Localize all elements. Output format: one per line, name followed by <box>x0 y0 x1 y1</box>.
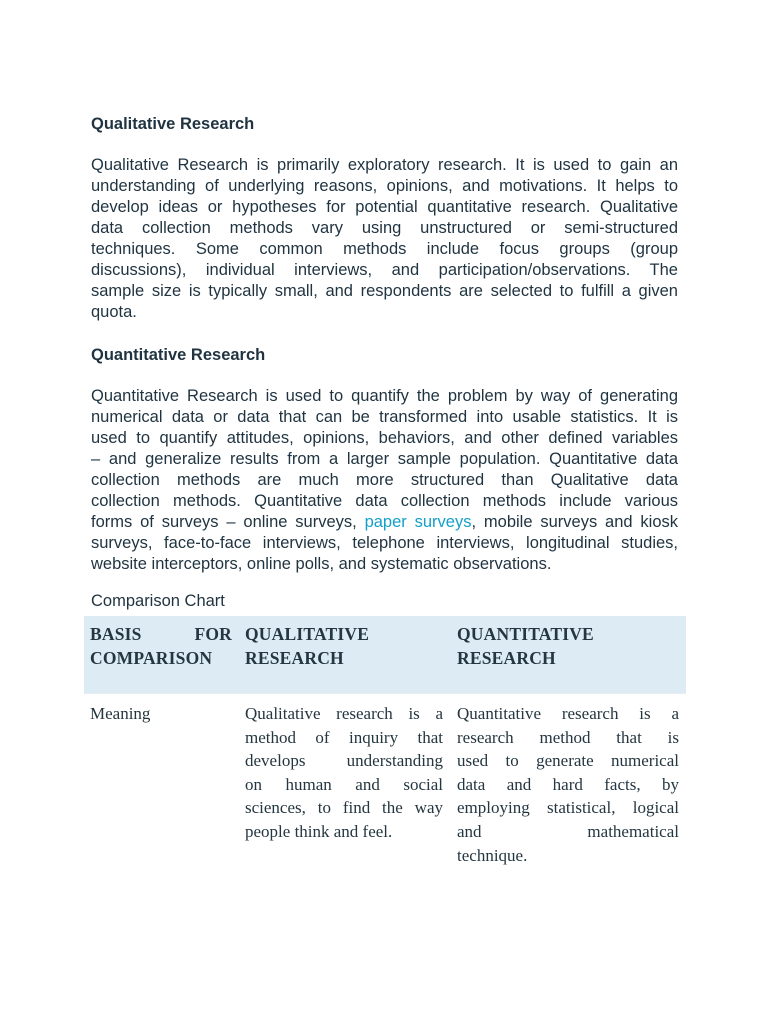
paper-surveys-link[interactable]: paper surveys <box>364 513 472 531</box>
paragraph-line: collection methods. Quantitative data collection methods include various <box>91 492 678 510</box>
paragraph-line: understanding of underlying reasons, opinions, and motivations. It helps to <box>91 177 678 195</box>
paragraph-text: , mobile surveys and kiosk <box>471 513 678 531</box>
cell-line: people think and feel. <box>245 821 393 841</box>
header-line: RESEARCH <box>245 648 344 668</box>
comparison-chart-caption: Comparison Chart <box>91 592 225 610</box>
header-line: QUALITATIVE <box>245 624 370 644</box>
qualitative-paragraph <box>91 155 678 323</box>
paragraph-line: surveys, face-to-face interviews, telephone interviews, longitudinal studies, <box>91 534 678 552</box>
paragraph-line: quota. <box>91 303 137 321</box>
row-basis-cell: Meaning <box>90 704 151 723</box>
paragraph-line: develop ideas or hypotheses for potential quantitative research. Qualitative <box>91 198 678 216</box>
cell-line: on human and social <box>245 774 443 794</box>
cell-line: sciences, to find the way <box>245 798 443 818</box>
comparison-table <box>84 616 686 874</box>
quantitative-heading: Quantitative Research <box>91 346 266 364</box>
paragraph-text: forms of surveys – online surveys, <box>91 513 365 531</box>
qualitative-heading: Qualitative Research <box>91 115 255 133</box>
paragraph-line: data collection methods vary using unstructured or semi-structured <box>91 219 678 237</box>
cell-line: research method that is <box>457 727 679 747</box>
quantitative-paragraph <box>91 386 678 575</box>
header-basis-for-comparison <box>90 622 232 670</box>
cell-line: technique. <box>457 845 528 865</box>
cell-line: develops understanding <box>245 751 443 771</box>
paragraph-line: website interceptors, online polls, and systematic observations. <box>91 555 552 573</box>
paragraph-line: techniques. Some common methods include focus groups (group <box>91 240 678 258</box>
paragraph-line: used to quantify attitudes, opinions, behaviors, and other defined variables <box>91 429 678 447</box>
cell-line: Qualitative research is a <box>245 704 443 723</box>
cell-line: employing statistical, logical <box>457 798 679 818</box>
table-row <box>84 694 686 874</box>
table-header-row <box>84 616 686 694</box>
paragraph-line: numerical data or data that can be transformed into usable statistics. It is <box>91 408 678 426</box>
cell-line: Quantitative research is a <box>457 704 679 723</box>
header-line: QUANTITATIVE <box>457 624 594 644</box>
cell-line: data and hard facts, by <box>457 774 679 794</box>
paragraph-line: Quantitative Research is used to quantify the problem by way of generating <box>91 387 678 405</box>
paragraph-line: Qualitative Research is primarily exploratory research. It is used to gain an <box>91 156 678 174</box>
paragraph-line: discussions), individual interviews, and participation/observations. The <box>91 261 678 279</box>
cell-line: used to generate numerical <box>457 751 679 771</box>
cell-line: and mathematical <box>457 821 679 841</box>
header-quantitative-research <box>457 622 657 670</box>
paragraph-line: collection methods are much more structured than Qualitative data <box>91 471 678 489</box>
header-line: COMPARISON <box>90 648 213 668</box>
cell-line: method of inquiry that <box>245 727 443 747</box>
header-line: RESEARCH <box>457 648 556 668</box>
header-qualitative-research <box>245 622 445 670</box>
header-line: BASIS FOR <box>90 624 232 644</box>
paragraph-line: sample size is typically small, and respondents are selected to fulfill a given <box>91 282 678 300</box>
paragraph-line: – and generalize results from a larger sample population. Quantitative data <box>91 450 678 468</box>
row-qualitative-cell <box>245 702 443 844</box>
row-quantitative-cell <box>457 702 679 867</box>
paragraph-line <box>91 512 678 533</box>
